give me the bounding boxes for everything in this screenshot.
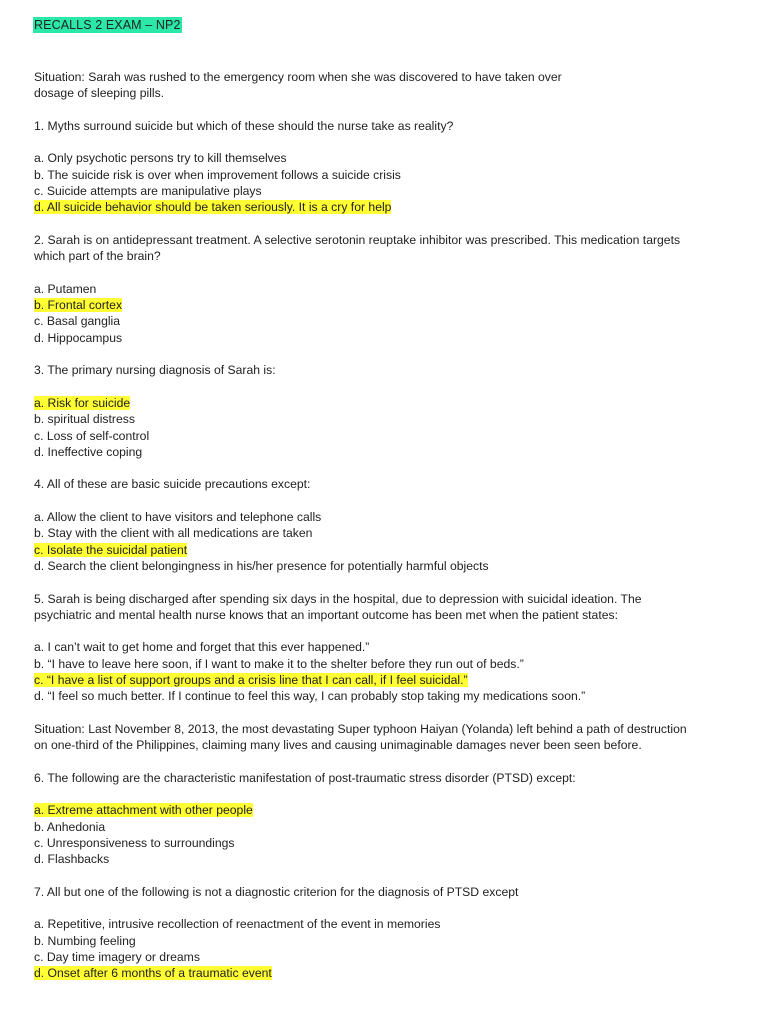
situation-2-line-2: on one-third of the Philippines, claiming many lives and causing unimaginable damages never been seen before. [34,738,642,753]
question-6 [34,770,734,786]
question-7-text: 7. All but one of the following is not a diagnostic criterion for the diagnosis of PTSD except [34,884,519,899]
question-2 [34,232,734,265]
question-3 [34,362,734,378]
question-4 [34,476,734,492]
q1-option-a: a. Only psychotic persons try to kill themselves [34,151,287,166]
q4-option-b: b. Stay with the client with all medications are taken [34,526,313,541]
question-1-text: 1. Myths surround suicide but which of these should the nurse take as reality? [34,118,454,133]
situation-1-line-1: Situation: Sarah was rushed to the emergency room when she was discovered to have taken over [34,70,562,84]
q3-option-d: d. Ineffective coping [34,444,143,459]
question-5 [34,591,734,624]
situation-2-line-1: Situation: Last November 8, 2013, the most devastating Super typhoon Haiyan (Yolanda) left behind a path of destruction [34,721,687,736]
q2-option-b-answer: b. Frontal cortex [34,298,123,313]
q3-option-a-answer: a. Risk for suicide [34,395,131,410]
question-5-text-line-1: 5. Sarah is being discharged after spending six days in the hospital, due to depression with suicidal ideation. The [34,591,642,606]
q5-option-b: b. “I have to leave here soon, if I want to make it to the shelter before they run out of beds.” [34,656,524,671]
question-7 [34,884,734,900]
question-3-options [34,395,734,460]
q4-option-a: a. Allow the client to have visitors and telephone calls [34,510,322,525]
q4-option-c-answer: c. Isolate the suicidal patient [34,542,188,557]
question-5-options [34,639,734,704]
situation-2 [34,721,734,754]
q7-option-b: b. Numbing feeling [34,933,136,948]
question-1 [34,118,734,134]
question-4-options [34,509,734,574]
question-6-options [34,802,734,867]
question-7-options [34,916,734,981]
q2-option-c: c. Basal ganglia [34,314,121,329]
q7-option-a: a. Repetitive, intrusive recollection of reenactment of the event in memories [34,917,441,932]
q5-option-c-answer: c. “I have a list of support groups and a crisis line that I can call, if I feel suicidal.” [34,672,468,687]
q3-option-b: b. spiritual distress [34,412,135,427]
q1-option-d-answer: d. All suicide behavior should be taken seriously. It is a cry for help [34,200,392,215]
q1-option-c: c. Suicide attempts are manipulative plays [34,184,262,199]
question-2-options [34,281,734,346]
question-2-text-line-2: which part of the brain? [34,249,161,264]
question-5-text-line-2: psychiatric and mental health nurse knows that an important outcome has been met when the patient states: [34,607,618,622]
question-1-options [34,150,734,215]
page-title: RECALLS 2 EXAM – NP2 [34,18,181,32]
q6-option-b: b. Anhedonia [34,819,106,834]
q5-option-d: d. “I feel so much better. If I continue to feel this way, I can probably stop taking my medications soon.” [34,689,586,704]
q2-option-a: a. Putamen [34,281,97,296]
q2-option-d: d. Hippocampus [34,330,123,345]
q1-option-b: b. The suicide risk is over when improvement follows a suicide crisis [34,167,401,182]
q7-option-d-answer: d. Onset after 6 months of a traumatic event [34,966,272,981]
q3-option-c: c. Loss of self-control [34,428,150,443]
q4-option-d: d. Search the client belongingness in his/her presence for potentially harmful objects [34,558,489,573]
title-row [34,16,734,34]
question-3-text: 3. The primary nursing diagnosis of Sarah is: [34,363,276,378]
question-6-text: 6. The following are the characteristic manifestation of post-traumatic stress disorder (PTSD) except: [34,770,576,785]
q7-option-c: c. Day time imagery or dreams [34,950,200,965]
q6-option-d: d. Flashbacks [34,852,110,867]
q6-option-a-answer: a. Extreme attachment with other people [34,803,253,818]
q5-option-a: a. I can’t wait to get home and forget that this ever happened.” [34,640,370,655]
question-4-text: 4. All of these are basic suicide precautions except: [34,477,311,492]
question-2-text-line-1: 2. Sarah is on antidepressant treatment. A selective serotonin reuptake inhibitor was prescribed. This medication targets [34,232,681,247]
q6-option-c: c. Unresponsiveness to surroundings [34,835,235,850]
situation-1 [34,69,734,102]
situation-1-line-2: dosage of sleeping pills. [34,86,165,101]
